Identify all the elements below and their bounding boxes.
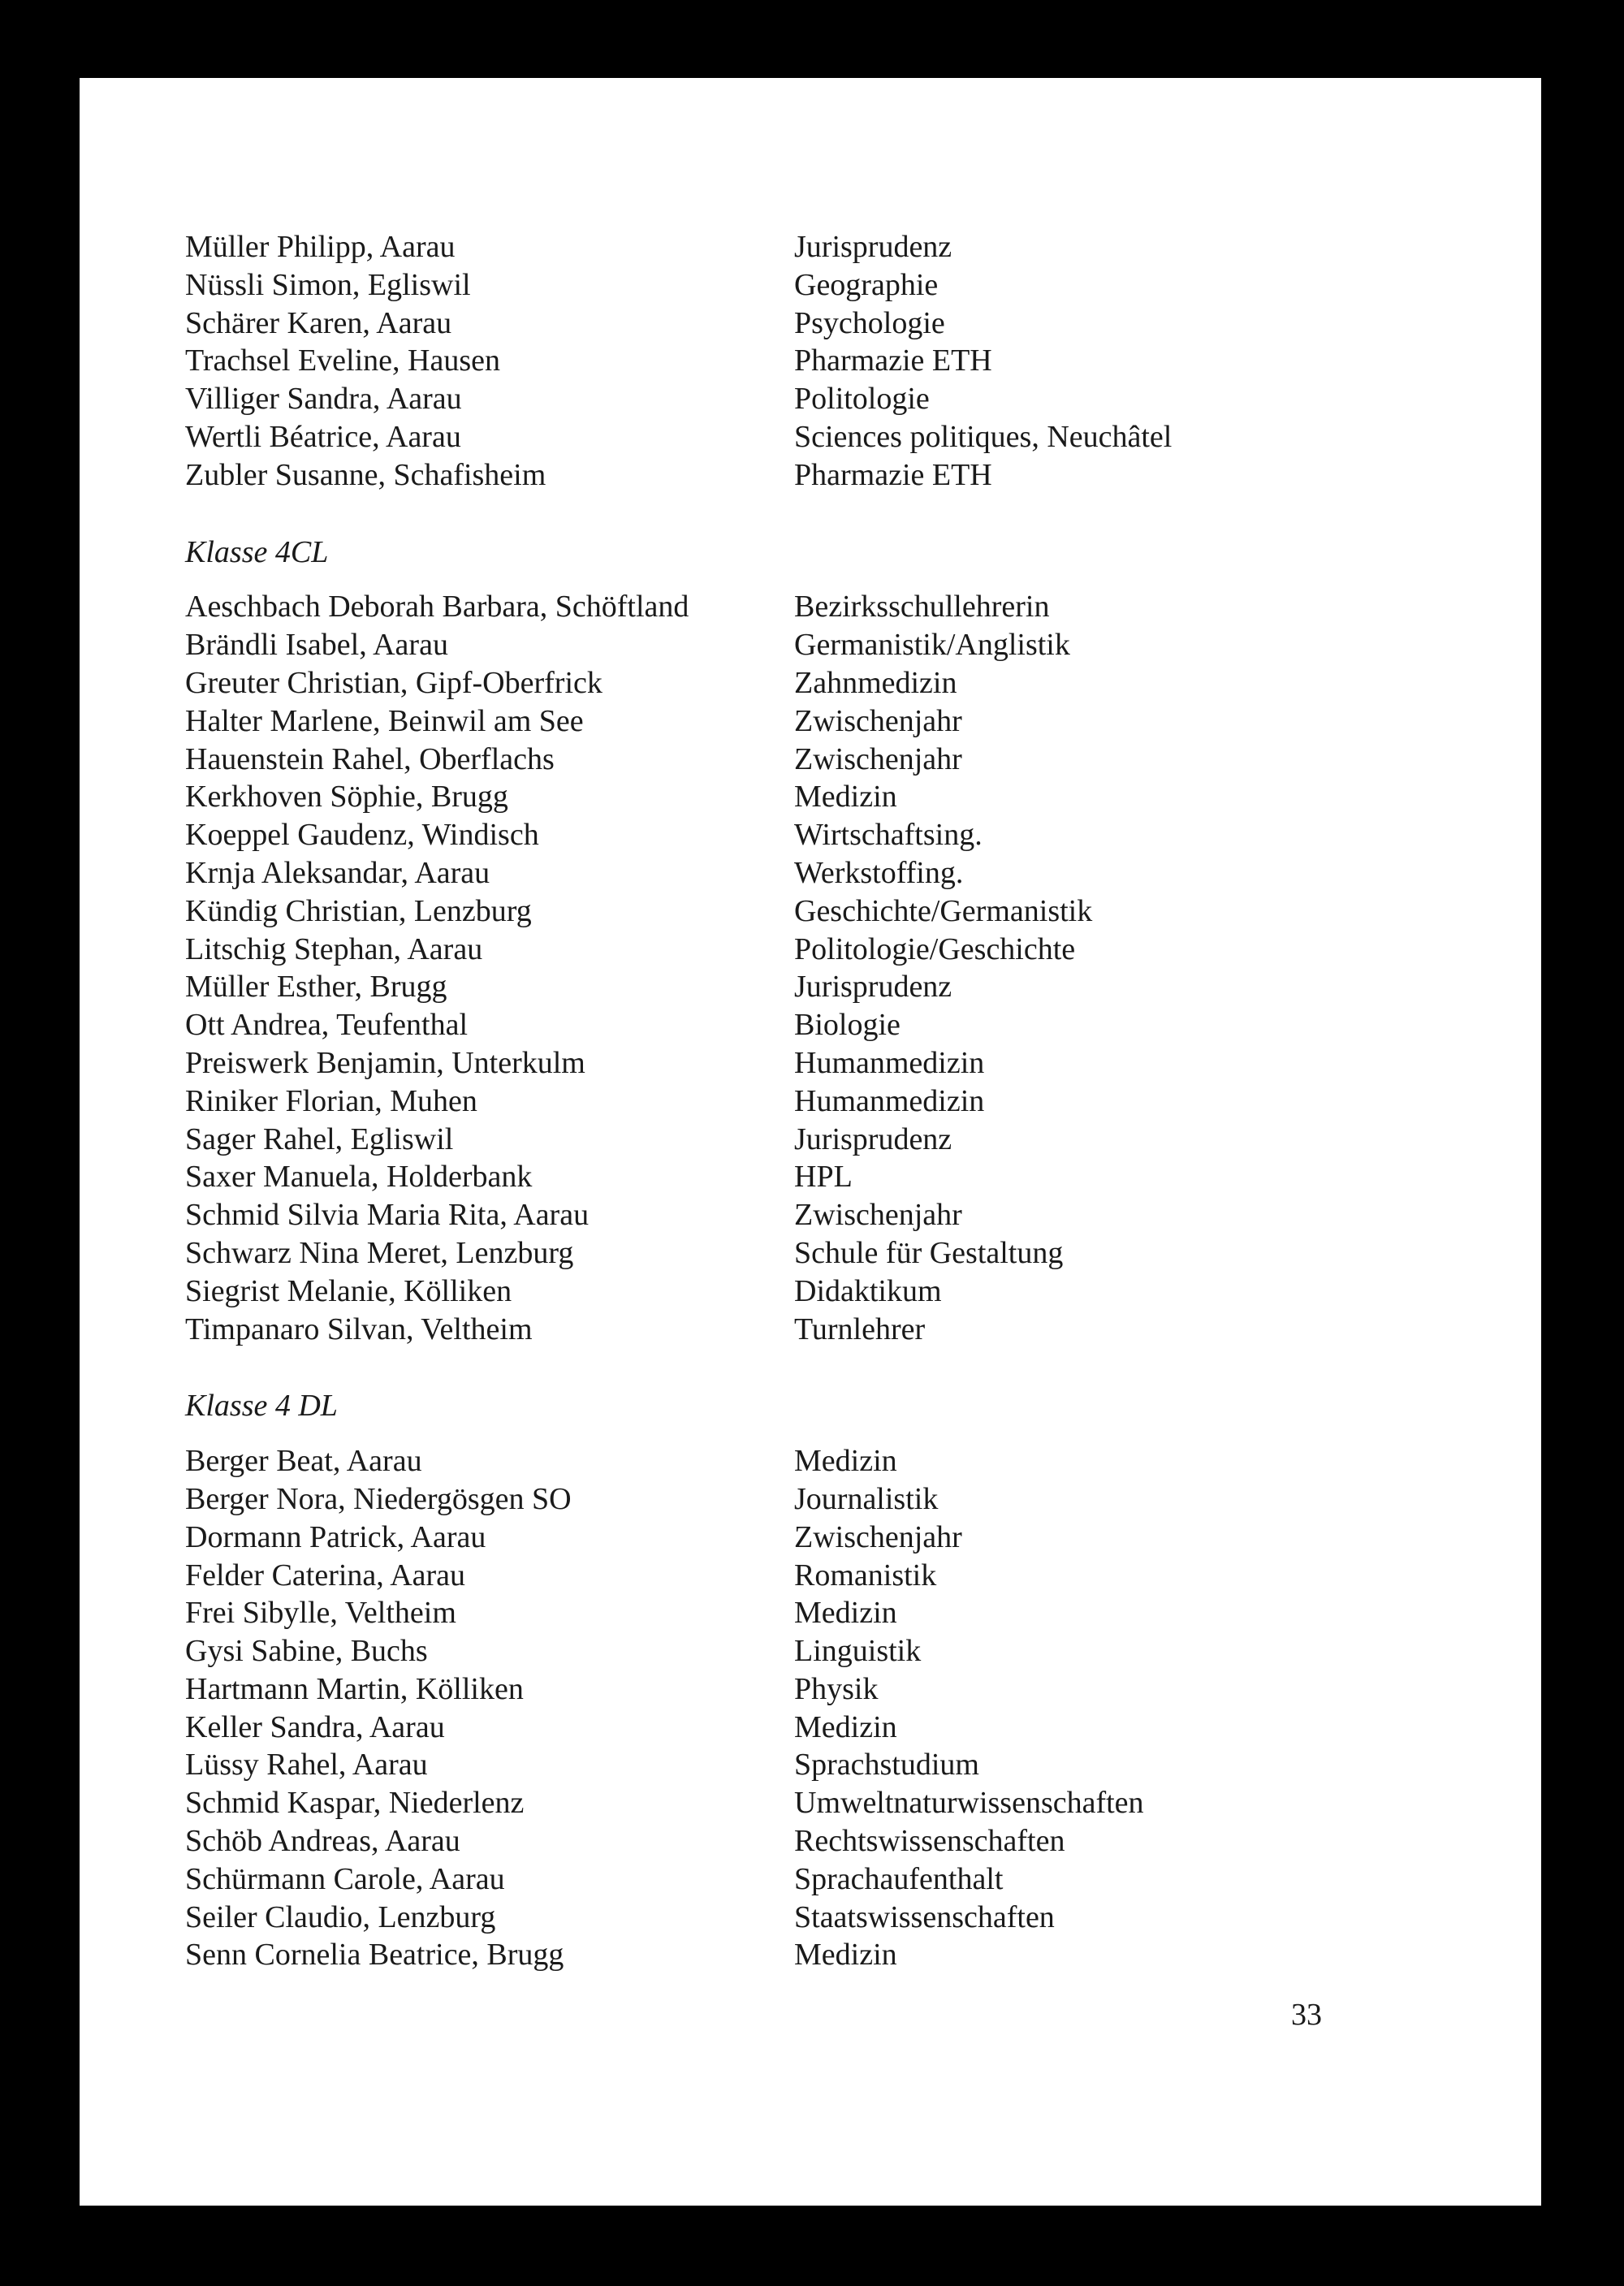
list-item: [185, 778, 1484, 816]
list-item: [185, 1158, 1484, 1196]
list-item: [185, 892, 1484, 931]
study-field: Zwischenjahr: [794, 1198, 962, 1233]
student-name: Sager Rahel, Egliswil: [185, 1121, 454, 1156]
list-item: [185, 1860, 1484, 1899]
list-item: [185, 228, 1484, 266]
study-field: Geographie: [794, 267, 939, 302]
study-field: Staatswissenschaften: [794, 1899, 1055, 1934]
class-section: [185, 228, 1484, 495]
study-field: Sprachaufenthalt: [794, 1861, 1004, 1896]
student-name: Frei Sibylle, Veltheim: [185, 1596, 456, 1631]
student-name: Timpanaro Silvan, Veltheim: [185, 1312, 533, 1346]
study-field: Medizin: [794, 780, 897, 815]
list-item: [185, 1311, 1484, 1349]
list-item: [185, 1196, 1484, 1234]
list-item: [185, 1480, 1484, 1519]
student-name: Saxer Manuela, Holderbank: [185, 1160, 533, 1195]
list-item: [185, 588, 1484, 626]
student-name: Aeschbach Deborah Barbara, Schöftland: [185, 590, 689, 624]
list-item: [185, 1519, 1484, 1557]
student-name: Felder Caterina, Aarau: [185, 1558, 466, 1592]
study-field: Physik: [794, 1671, 879, 1706]
list-item: [185, 816, 1484, 854]
study-field: Medizin: [794, 1444, 897, 1479]
study-field: Medizin: [794, 1938, 897, 1973]
study-field: Didaktikum: [794, 1273, 942, 1308]
study-field: Humanmedizin: [794, 1045, 985, 1080]
student-name: Seiler Claudio, Lenzburg: [185, 1899, 496, 1934]
study-field: Germanistik/Anglistik: [794, 628, 1070, 663]
list-item: [185, 1899, 1484, 1937]
student-name: Riniker Florian, Muhen: [185, 1083, 477, 1118]
study-field: Medizin: [794, 1709, 897, 1744]
list-item: [185, 1936, 1484, 1974]
student-name: Kündig Christian, Lenzburg: [185, 893, 532, 928]
list-item: [185, 1557, 1484, 1595]
list-item: [185, 1709, 1484, 1747]
study-field: Turnlehrer: [794, 1312, 926, 1346]
list-item: [185, 342, 1484, 380]
study-field: Biologie: [794, 1008, 901, 1043]
list-item: [185, 741, 1484, 779]
study-field: Wirtschaftsing.: [794, 818, 983, 853]
student-name: Dormann Patrick, Aarau: [185, 1519, 486, 1554]
student-name: Müller Philipp, Aarau: [185, 230, 456, 264]
list-item: [185, 1044, 1484, 1083]
study-field: Medizin: [794, 1596, 897, 1631]
document-page: [80, 78, 1541, 2206]
student-name: Hauenstein Rahel, Oberflachs: [185, 741, 555, 776]
student-name: Hartmann Martin, Kölliken: [185, 1671, 524, 1706]
student-name: Siegrist Melanie, Kölliken: [185, 1273, 512, 1308]
list-item: [185, 1822, 1484, 1860]
study-field: Jurisprudenz: [794, 230, 952, 264]
list-item: [185, 1273, 1484, 1311]
list-item: [185, 854, 1484, 892]
student-name: Greuter Christian, Gipf-Oberfrick: [185, 665, 603, 700]
class-section: [185, 1348, 1484, 1974]
list-item: [185, 1006, 1484, 1044]
study-field: Linguistik: [794, 1634, 922, 1669]
student-name: Schürmann Carole, Aarau: [185, 1861, 505, 1896]
study-field: Umweltnaturwissenschaften: [794, 1786, 1144, 1821]
student-name: Villiger Sandra, Aarau: [185, 382, 462, 417]
student-name: Keller Sandra, Aarau: [185, 1709, 445, 1744]
study-field: Zwischenjahr: [794, 1519, 962, 1554]
student-name: Schmid Silvia Maria Rita, Aarau: [185, 1198, 590, 1233]
student-name: Schöb Andreas, Aarau: [185, 1824, 460, 1859]
student-name: Litschig Stephan, Aarau: [185, 931, 483, 966]
list-item: [185, 1121, 1484, 1159]
student-name: Wertli Béatrice, Aarau: [185, 419, 461, 454]
student-name: Schmid Kaspar, Niederlenz: [185, 1786, 525, 1821]
student-name: Schwarz Nina Meret, Lenzburg: [185, 1235, 574, 1270]
study-field: Schule für Gestaltung: [794, 1235, 1064, 1270]
list-item: [185, 266, 1484, 305]
student-name: Nüssli Simon, Egliswil: [185, 267, 471, 302]
study-field: Politologie: [794, 382, 930, 417]
study-field: Pharmazie ETH: [794, 344, 992, 378]
study-field: Sprachstudium: [794, 1748, 979, 1783]
student-name: Gysi Sabine, Buchs: [185, 1634, 428, 1669]
student-name: Berger Beat, Aarau: [185, 1444, 422, 1479]
student-name: Koeppel Gaudenz, Windisch: [185, 818, 539, 853]
list-item: [185, 1632, 1484, 1670]
list-item: [185, 1670, 1484, 1709]
list-item: [185, 702, 1484, 741]
student-name: Halter Marlene, Beinwil am See: [185, 703, 584, 738]
list-item: [185, 456, 1484, 495]
list-item: [185, 931, 1484, 969]
student-name: Kerkhoven Söphie, Brugg: [185, 780, 508, 815]
graduates-list: [185, 228, 1484, 1974]
list-item: [185, 1234, 1484, 1273]
study-field: Journalistik: [794, 1481, 939, 1516]
study-field: Sciences politiques, Neuchâtel: [794, 419, 1173, 454]
class-section: [185, 495, 1484, 1349]
study-field: Humanmedizin: [794, 1083, 985, 1118]
study-field: Zahnmedizin: [794, 665, 957, 700]
list-item: [185, 1784, 1484, 1822]
student-name: Müller Esther, Brugg: [185, 970, 447, 1005]
list-item: [185, 418, 1484, 456]
class-heading: Klasse 4CL: [185, 534, 329, 569]
student-name: Lüssy Rahel, Aarau: [185, 1748, 428, 1783]
study-field: Politologie/Geschichte: [794, 931, 1076, 966]
study-field: Romanistik: [794, 1558, 937, 1592]
list-item: [185, 1594, 1484, 1632]
study-field: Pharmazie ETH: [794, 457, 992, 492]
study-field: Psychologie: [794, 305, 945, 340]
list-item: [185, 1746, 1484, 1784]
list-item: [185, 1442, 1484, 1480]
study-field: Rechtswissenschaften: [794, 1824, 1065, 1859]
student-name: Senn Cornelia Beatrice, Brugg: [185, 1938, 564, 1973]
list-item: [185, 380, 1484, 418]
study-field: HPL: [794, 1160, 853, 1195]
class-heading: Klasse 4 DL: [185, 1389, 338, 1424]
list-item: [185, 626, 1484, 664]
study-field: Zwischenjahr: [794, 741, 962, 776]
student-name: Trachsel Eveline, Hausen: [185, 344, 500, 378]
list-item: [185, 968, 1484, 1006]
list-item: [185, 1083, 1484, 1121]
study-field: Jurisprudenz: [794, 970, 952, 1005]
student-name: Ott Andrea, Teufenthal: [185, 1008, 469, 1043]
student-name: Schärer Karen, Aarau: [185, 305, 452, 340]
study-field: Geschichte/Germanistik: [794, 893, 1093, 928]
page-number: 33: [1291, 1998, 1322, 2032]
list-item: [185, 305, 1484, 343]
student-name: Brändli Isabel, Aarau: [185, 628, 448, 663]
student-name: Preiswerk Benjamin, Unterkulm: [185, 1045, 585, 1080]
study-field: Jurisprudenz: [794, 1121, 952, 1156]
student-name: Berger Nora, Niedergösgen SO: [185, 1481, 572, 1516]
student-name: Krnja Aleksandar, Aarau: [185, 855, 490, 890]
study-field: Werkstoffing.: [794, 855, 964, 890]
list-item: [185, 664, 1484, 702]
study-field: Bezirksschullehrerin: [794, 590, 1050, 624]
study-field: Zwischenjahr: [794, 703, 962, 738]
student-name: Zubler Susanne, Schafisheim: [185, 457, 546, 492]
